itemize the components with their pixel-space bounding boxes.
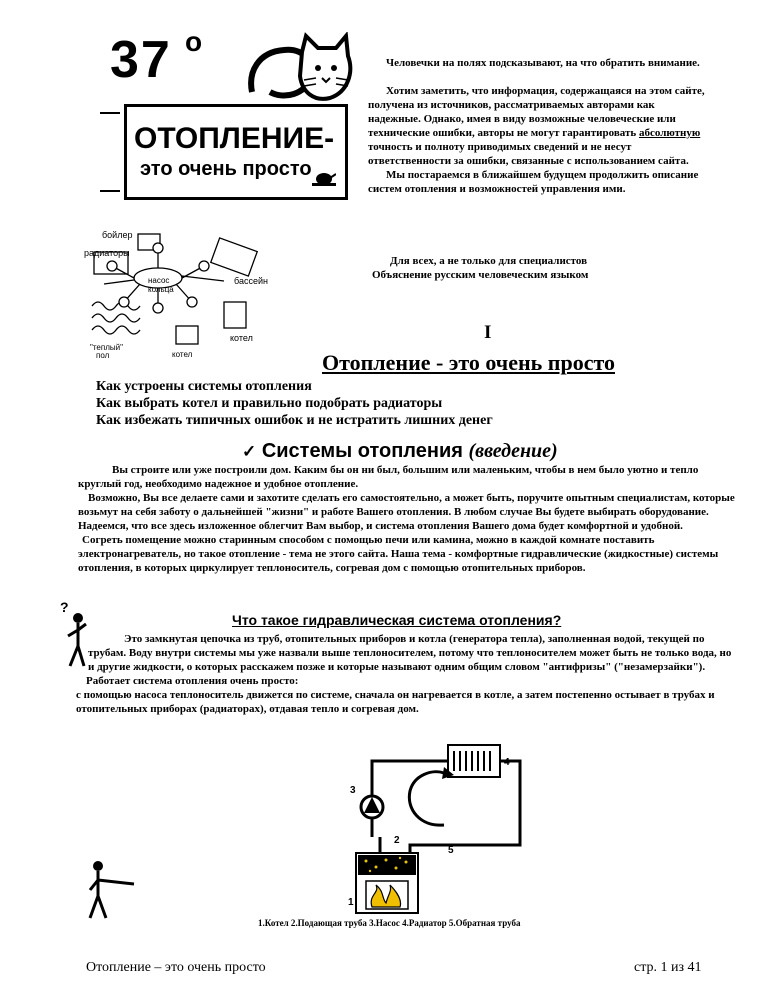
hydraulic-section-body [76, 632, 740, 716]
audience-line: Объяснение русским человеческим языком [372, 269, 589, 281]
chapter-toc [96, 378, 493, 429]
label-pump: насос [148, 276, 170, 285]
svg-text:?: ? [60, 600, 69, 615]
footer-title: Отопление – это очень просто [86, 960, 266, 975]
pointing-man-icon [84, 858, 140, 922]
label-radiators: радиаторы [84, 248, 130, 258]
label-floor: пол [96, 351, 110, 360]
intro-section-body [78, 463, 738, 575]
teapot-icon [312, 168, 336, 186]
body-paragraph: Возможно, Вы все делаете сами и захотите сделать его самостоятельно, а может быть, поручите опытным специалистам, которые возьмут на себя заботу о дальнейшей "жизни" и работе Вашего отопления. В любом случае Вы будете выбирать оборудование. Надеемся, что все здесь изложенное облегчит Вам выбор, и система отопления Вашего дома будет комфортной и удобной. [78, 492, 735, 532]
label-pool: бассейн [234, 276, 268, 286]
logo-tick-bottom [100, 190, 120, 192]
logo-title: ОТОПЛЕНИЕ- [134, 122, 335, 155]
label-warm: "теплый" [90, 343, 123, 352]
intro-paragraph: Человечки на полях подсказывают, на что обратить внимание. [386, 57, 700, 69]
question-title: Что такое гидравлическая система отопления? [232, 612, 562, 628]
figure-label-3: 3 [350, 785, 356, 796]
intro-paragraph: Мы постараемся в ближайшем будущем продолжить описание систем отопления и возможностей управления ими. [368, 169, 699, 195]
page-number: стр. 1 из 41 [634, 960, 702, 975]
body-paragraph: Вы строите или уже построили дом. Каким бы он ни был, большим или маленьким, чтобы в нем было уютно и тепло круглый год, необходимо надежное и удобное отопление. [78, 464, 699, 490]
disclaimer-part: точность и полноту приводимых сведений и не несут ответственности за ошибки, связанные с использованием сайта. [368, 141, 689, 167]
audience-line: Для всех, а не только для специалистов [390, 255, 588, 267]
logo-tick-top [100, 112, 120, 114]
check-icon: ✓ [242, 442, 257, 461]
toc-item: Как устроены системы отопления [96, 379, 312, 394]
figure-label-2: 2 [394, 835, 400, 846]
figure-label-4: 4 [504, 757, 510, 768]
audience-note [372, 254, 672, 282]
figure-caption: 1.Котел 2.Подающая труба 3.Насос 4.Радиатор 5.Обратная труба [258, 918, 521, 928]
intro-disclaimer [368, 84, 708, 168]
toc-item: Как избежать типичных ошибок и не истратить лишних денег [96, 413, 493, 428]
label-rings: кольца [148, 285, 174, 294]
body-paragraph: Работает система отопления очень просто: [86, 675, 299, 687]
figure-label-5: 5 [448, 845, 454, 856]
body-paragraph: Согреть помещение можно старинным способом с помощью печи или камина, можно в каждой комнате поставить электронагреватель, но такое отопление - тема не этого сайта. Наша тема - комфортные гидравлические (жидкостные) системы отопления, в которых циркулирует теплоноситель, согревая дом с помощью отопительных приборов. [78, 534, 719, 574]
body-paragraph: Это замкнутая цепочка из труб, отопительных приборов и котла (генератора тепла), заполненная водой, текущей по трубам. Воду внутри системы мы уже назвали выше теплоносителем, потому что теплоносителем может быть не только вода, но и другие жидкости, о которых расскажем позже и которые называют одним общим словом "антифризы" ("незамерзайки"). [88, 633, 732, 673]
intro-text [368, 56, 708, 196]
heating-circuit-diagram [340, 735, 530, 917]
disclaimer-part: Хотим заметить, что информация, содержащаяся на этом сайте, получена из источников, рассматриваемых авторами как надежные. Однако, имея в виду возможные человеческие или технические ошибки, авторы не могут гарантировать [368, 85, 705, 139]
disclaimer-underlined: абсолютную [638, 127, 701, 139]
logo-number: 37 [110, 31, 172, 89]
label-boiler: бойлер [102, 230, 133, 240]
chapter-number: I [484, 322, 492, 343]
section-title [242, 440, 558, 463]
label-kotel-2: котел [172, 350, 193, 359]
label-kotel: котел [230, 333, 253, 343]
section-title-text: Системы отопления [261, 440, 463, 462]
logo-subtitle: это очень просто [140, 158, 312, 180]
toc-item: Как выбрать котел и правильно подобрать радиаторы [96, 396, 443, 411]
logo-degree: o [185, 26, 203, 57]
cat-icon [244, 32, 356, 108]
figure-label-1: 1 [348, 897, 354, 908]
section-title-italic: (введение) [468, 440, 558, 462]
heating-system-illustration [84, 226, 284, 361]
chapter-title: Отопление - это очень просто [322, 350, 615, 375]
body-paragraph: с помощью насоса теплоноситель движется по системе, сначала он нагревается в котле, а затем постепенно остывает в трубах и отопительных приборах (радиаторах), отдавая тепло и согревая дом. [76, 689, 715, 715]
